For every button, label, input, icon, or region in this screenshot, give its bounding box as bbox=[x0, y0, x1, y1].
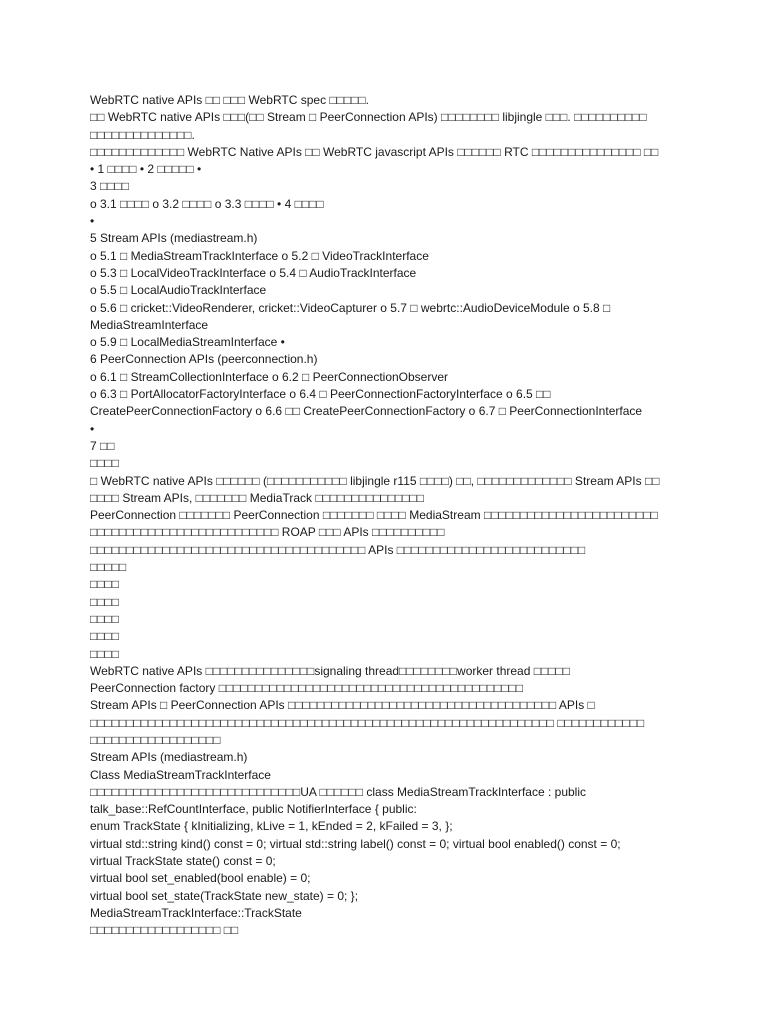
toc-line: o 3.1 □□□□ o 3.2 □□□□ o 3.3 □□□□ • 4 □□□□ bbox=[90, 196, 324, 211]
section-heading: Stream APIs (mediastream.h) bbox=[90, 750, 248, 765]
toc-line: o 5.9 □ LocalMediaStreamInterface • bbox=[90, 335, 285, 350]
toc-line: 3 □□□□ bbox=[90, 179, 129, 194]
text-line: □□□□□□□□□□□□□ WebRTC Native APIs □□ WebRTC javascript APIs □□□□□□ RTC □□□□□□□□□□□□□□□ □□ bbox=[90, 144, 659, 159]
text-line: □□□□□□□□□□□□□□□□□□ □□ bbox=[90, 923, 239, 938]
document-page bbox=[90, 92, 690, 940]
text-line: □□□□□□□□□□□□□□□□□□□□□□□□□□□□□□□□□□□□□□□□□□□□□□□□□□□□□□□□□□□□□□□□ □□□□□□□□□□□□ bbox=[90, 715, 645, 730]
text-line: □ WebRTC native APIs □□□□□□ (□□□□□□□□□□□ libjingle r115 □□□□) □□, □□□□□□□□□□□□□ Stream APIs □□ bbox=[90, 473, 660, 488]
text-line: PeerConnection factory □□□□□□□□□□□□□□□□□□□□□□□□□□□□□□□□□□□□□□□□□□ bbox=[90, 681, 524, 696]
toc-line: 7 □□ bbox=[90, 438, 115, 453]
toc-line: • 1 □□□□ • 2 □□□□□ • bbox=[90, 162, 202, 177]
text-line: WebRTC native APIs □□ □□□ WebRTC spec □□□□□. bbox=[90, 93, 370, 107]
section-heading: Class MediaStreamTrackInterface bbox=[90, 767, 271, 782]
toc-line: o 5.5 □ LocalAudioTrackInterface bbox=[90, 283, 267, 298]
text-line: WebRTC native APIs □□□□□□□□□□□□□□□signaling thread□□□□□□□□worker thread □□□□□ bbox=[90, 663, 570, 678]
text-line: □□□□□□□□□□□□□□□□□□□□□□□□□□ ROAP □□□ APIs □□□□□□□□□□ bbox=[90, 525, 445, 540]
text-line: □□□□□□□□□□□□□□□□□□□□□□□□□□□□□UA □□□□□□ class MediaStreamTrackInterface : public bbox=[90, 784, 586, 799]
text-line: PeerConnection □□□□□□□ PeerConnection □□□□□□□ □□□□ MediaStream □□□□□□□□□□□□□□□□□□□□□□□□ bbox=[90, 508, 658, 523]
code-line: talk_base::RefCountInterface, public NotifierInterface { public: bbox=[90, 802, 417, 817]
toc-line: 6 PeerConnection APIs (peerconnection.h) bbox=[90, 352, 318, 367]
toc-line: 5 Stream APIs (mediastream.h) bbox=[90, 231, 258, 246]
code-line: virtual std::string kind() const = 0; virtual std::string label() const = 0; virtual bool enabled() const = 0; bbox=[90, 836, 621, 851]
toc-line: o 5.6 □ cricket::VideoRenderer, cricket::VideoCapturer o 5.7 □ webrtc::AudioDeviceModule o 5.8 □ bbox=[90, 300, 611, 315]
toc-line: • bbox=[90, 214, 95, 229]
text-line: □□ WebRTC native APIs □□□(□□ Stream □ PeerConnection APIs) □□□□□□□□ libjingle □□□. □□□□□□□□□□ bbox=[90, 110, 647, 125]
toc-line: CreatePeerConnectionFactory o 6.6 □□ CreatePeerConnectionFactory o 6.7 □ PeerConnectionInterface bbox=[90, 404, 643, 419]
code-line: MediaStreamTrackInterface::TrackState bbox=[90, 905, 302, 920]
text-line: □□□□□□□□□□□□□□. bbox=[90, 127, 195, 142]
code-line: enum TrackState { kInitializing, kLive = 1, kEnded = 2, kFailed = 3, }; bbox=[90, 819, 453, 834]
toc-line: MediaStreamInterface bbox=[90, 317, 209, 332]
text-line: □□□□□□□□□□□□□□□□□□ bbox=[90, 732, 221, 747]
section-heading: □□□□□ bbox=[90, 560, 127, 575]
text-line: □□□□ bbox=[90, 577, 119, 592]
text-line: Stream APIs □ PeerConnection APIs □□□□□□□□□□□□□□□□□□□□□□□□□□□□□□□□□□□□□ APIs □ bbox=[90, 698, 595, 713]
toc-line: o 6.3 □ PortAllocatorFactoryInterface o 6.4 □ PeerConnectionFactoryInterface o 6.5 □□ bbox=[90, 387, 551, 402]
text-line: □□□□ bbox=[90, 611, 119, 626]
code-line: virtual TrackState state() const = 0; bbox=[90, 854, 276, 869]
text-line: □□□□□□□□□□□□□□□□□□□□□□□□□□□□□□□□□□□□□□ APIs □□□□□□□□□□□□□□□□□□□□□□□□□□ bbox=[90, 542, 586, 557]
toc-line: o 6.1 □ StreamCollectionInterface o 6.2 □ PeerConnectionObserver bbox=[90, 369, 449, 384]
toc-line: o 5.3 □ LocalVideoTrackInterface o 5.4 □ AudioTrackInterface bbox=[90, 265, 417, 280]
text-line: □□□□ bbox=[90, 646, 119, 661]
text-line: □□□□ bbox=[90, 629, 119, 644]
code-line: virtual bool set_state(TrackState new_state) = 0; }; bbox=[90, 888, 359, 903]
code-line: virtual bool set_enabled(bool enable) = 0; bbox=[90, 871, 311, 886]
toc-line: o 5.1 □ MediaStreamTrackInterface o 5.2 □ VideoTrackInterface bbox=[90, 248, 429, 263]
section-heading: □□□□ bbox=[90, 456, 119, 471]
text-line: □□□□ bbox=[90, 594, 119, 609]
text-line: □□□□ Stream APIs, □□□□□□□ MediaTrack □□□□□□□□□□□□□□□ bbox=[90, 490, 425, 505]
toc-line: • bbox=[90, 421, 95, 436]
